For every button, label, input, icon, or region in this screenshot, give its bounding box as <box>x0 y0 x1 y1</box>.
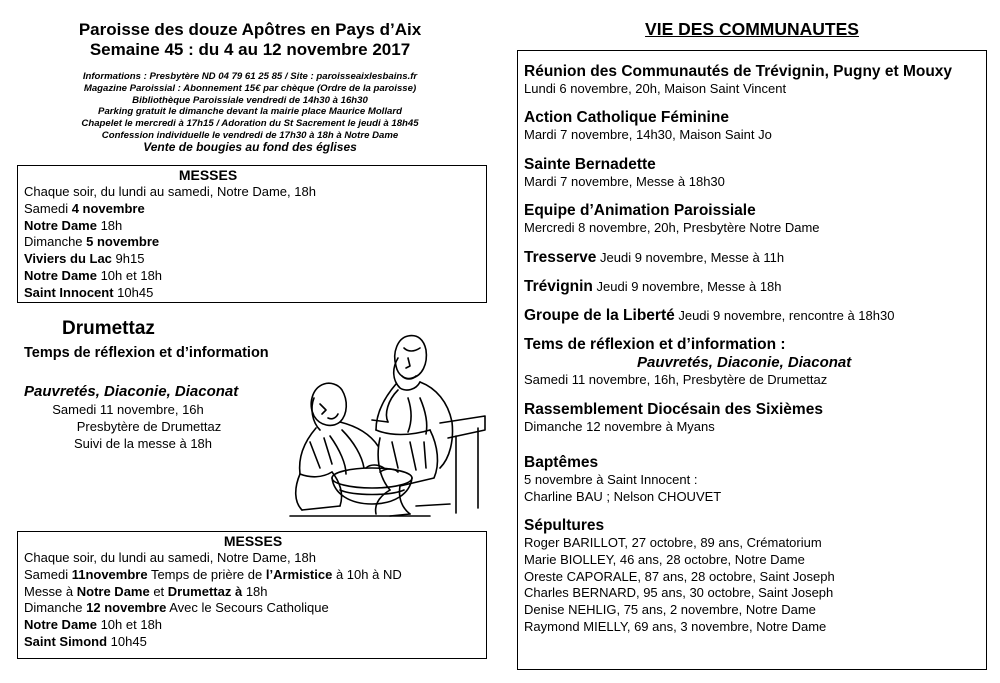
section-title: Equipe d’Animation Paroissiale <box>524 202 756 219</box>
section-title: Baptêmes <box>524 454 599 471</box>
candles-note: Vente de bougies au fond des églises <box>143 140 357 154</box>
section-text: 5 novembre à Saint Innocent : <box>524 472 698 487</box>
mass-line: Notre Dame 10h et 18h <box>24 617 163 633</box>
parish-title: Paroisse des douze Apôtres en Pays d’Aix <box>78 20 422 39</box>
mass-line: Chaque soir, du lundi au samedi, Notre Dame, 18h <box>24 184 316 199</box>
section-text: Dimanche 12 novembre à Myans <box>524 419 715 434</box>
sepultures-section <box>524 517 835 636</box>
mass-line: Notre Dame 18h <box>24 217 123 233</box>
section-title: Rassemblement Diocésain des Sixièmes <box>524 401 823 418</box>
drumettaz-line: Suivi de la messe à 18h <box>73 435 213 451</box>
section-title: Réunion des Communautés de Trévignin, Pugny et Mouxy <box>524 63 953 80</box>
mass-line: Dimanche 12 novembre Avec le Secours Catholique <box>24 600 329 616</box>
masses-list <box>24 550 402 651</box>
section-title: Sainte Bernadette <box>524 156 656 173</box>
mass-line: Viviers du Lac 9h15 <box>24 251 145 267</box>
masses-box-1 <box>17 165 487 303</box>
list-item: Denise NEHLIG, 75 ans, 2 novembre, Notre Dame <box>524 602 816 618</box>
drumettaz-line: Samedi 11 novembre, 16h <box>52 402 204 417</box>
list-item: Oreste CAPORALE, 87 ans, 28 octobre, Saint Joseph <box>524 568 835 584</box>
section-text: Charline BAU ; Nelson CHOUVET <box>524 488 722 504</box>
masses-list <box>24 184 316 302</box>
reunion-section <box>524 63 952 98</box>
drumettaz-line: Presbytère de Drumettaz <box>76 418 222 434</box>
section-text: Mercredi 8 novembre, 20h, Presbytère Notre Dame <box>524 220 820 235</box>
mass-line: Dimanche 5 novembre <box>24 234 160 250</box>
section-text: Jeudi 9 novembre, Messe à 18h <box>592 279 782 294</box>
info-line: Confession individuelle le vendredi de 17h30 à 18h à Notre Dame <box>101 129 399 141</box>
info-line: Bibliothèque Paroissiale vendredi de 14h30 à 16h30 <box>132 94 368 106</box>
section-title: Groupe de la Liberté <box>524 307 675 324</box>
rassemblement-section <box>524 401 823 436</box>
section-title: Action Catholique Féminine <box>524 109 729 126</box>
bernadette-section <box>524 156 725 191</box>
section-title: Sépultures <box>524 517 605 534</box>
week-title: Semaine 45 : du 4 au 12 novembre 2017 <box>89 40 411 59</box>
mass-line: Notre Dame 10h et 18h <box>24 267 163 283</box>
section-text: Samedi 11 novembre, 16h, Presbytère de Drumettaz <box>524 372 828 387</box>
community-box <box>517 50 987 670</box>
mass-line: Chaque soir, du lundi au samedi, Notre Dame, 18h <box>24 550 316 565</box>
section-text: Lundi 6 novembre, 20h, Maison Saint Vincent <box>524 81 787 96</box>
drumettaz-theme: Pauvretés, Diaconie, Diaconat <box>24 383 239 400</box>
mass-line: Samedi 4 novembre <box>24 200 145 216</box>
section-theme: Pauvretés, Diaconie, Diaconat <box>637 354 852 371</box>
tresserve-section <box>524 249 784 267</box>
section-text: Mardi 7 novembre, 14h30, Maison Saint Jo <box>524 127 772 142</box>
drumettaz-subtitle: Temps de réflexion et d’information <box>24 345 269 361</box>
drumettaz-title: Drumettaz <box>62 318 155 339</box>
info-line: Parking gratuit le dimanche devant la mairie place Maurice Mollard <box>98 106 402 118</box>
info-block <box>20 71 480 142</box>
trevignin-section <box>524 278 782 296</box>
list-item: Roger BARILLOT, 27 octobre, 89 ans, Crématorium <box>524 535 822 550</box>
masses-box-2 <box>17 531 487 659</box>
section-title: Tresserve <box>524 249 597 266</box>
info-line: Chapelet le mercredi à 17h15 / Adoration du St Sacrement le jeudi à 18h45 <box>81 118 419 130</box>
mass-line: Samedi 11novembre Temps de prière de l’Armistice à 10h à ND <box>24 566 402 582</box>
list-item: Charles BERNARD, 95 ans, 30 octobre, Saint Joseph <box>524 585 834 601</box>
masses-title: MESSES <box>178 167 238 183</box>
section-title: Trévignin <box>524 278 593 295</box>
section-title: Tems de réflexion et d’information : <box>524 336 786 353</box>
list-item: Marie BIOLLEY, 46 ans, 28 octobre, Notre Dame <box>524 551 805 567</box>
masses-title: MESSES <box>223 533 283 549</box>
info-line: Informations : Presbytère ND 04 79 61 25 85 / Site : paroisseaixlesbains.fr <box>82 71 418 82</box>
list-item: Raymond MIELLY, 69 ans, 3 novembre, Notre Dame <box>524 618 827 634</box>
liberte-section <box>524 307 894 325</box>
tems-section <box>524 336 851 389</box>
baptemes-section <box>524 454 721 506</box>
acf-section <box>524 109 772 144</box>
mass-line: Saint Simond 10h45 <box>24 633 147 649</box>
section-text: Jeudi 9 novembre, Messe à 11h <box>596 250 785 265</box>
drumettaz-details <box>20 402 270 452</box>
mass-line: Messe à Notre Dame et Drumettaz à 18h <box>24 583 268 599</box>
mass-line: Saint Innocent 10h45 <box>24 284 154 300</box>
eap-section <box>524 202 820 237</box>
community-heading: VIE DES COMMUNAUTES <box>645 19 859 39</box>
section-text: Mardi 7 novembre, Messe à 18h30 <box>524 174 725 189</box>
section-text: Jeudi 9 novembre, rencontre à 18h30 <box>674 308 895 323</box>
info-line: Magazine Paroissial : Abonnement 15€ par chèque (Ordre de la paroisse) <box>83 82 417 94</box>
foot-washing-illustration <box>280 318 490 526</box>
